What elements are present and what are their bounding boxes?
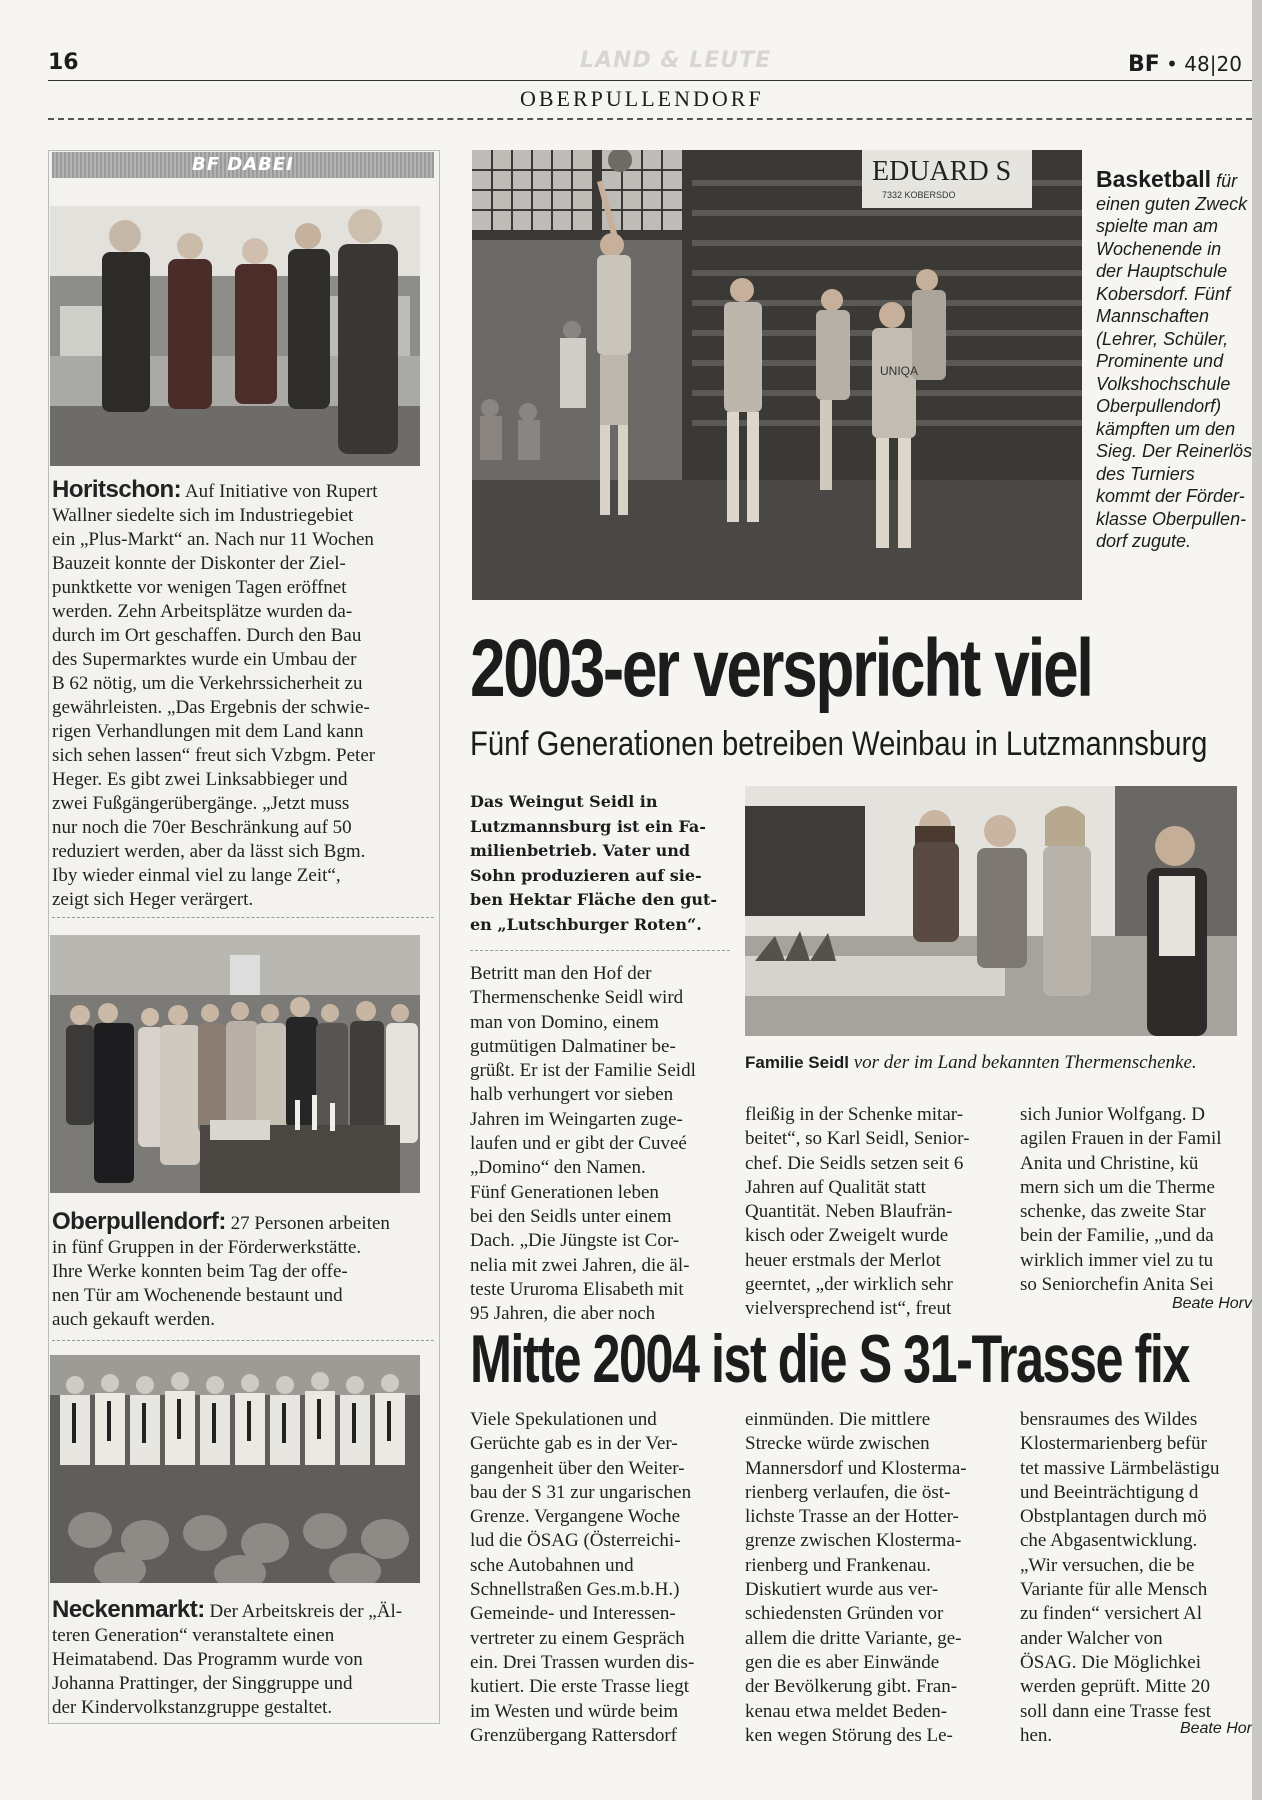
left-divider-2: [52, 1340, 434, 1341]
article1-intro: Das Weingut Seidl in Lutzmannsburg ist ein Fa- milienbetrieb. Vater und Sohn produzieren auf sie- ben Hektar Fläche den gut- en „Lutschburger Roten“.: [470, 792, 718, 934]
page-number: 16: [48, 50, 79, 75]
issue-number: • 48|20: [1166, 52, 1242, 76]
article1-col3: sich Junior Wolfgang. D agilen Frauen in der Famil Anita und Christine, kü mern sich um die Therme schenke, das zweite Star bein der Familie, „und da wirklich immer viel zu tu so Seniorchefin Anita Sei: [1020, 1104, 1222, 1296]
article1-col2: fleißig in der Schenke mitar- beitet“, so Karl Seidl, Senior- chef. Die Seidls setzen seit 6 Jahren auf Qualität statt Quantität. Neben Blaufrän- kisch oder Zweigelt wurde heuer erstmals der Merlot geerntet, „der wirklich sehr vielversprechend ist“, freut: [745, 1104, 970, 1320]
basketball-photo: [472, 150, 1082, 600]
caption-lead-basketball: Basketball: [1096, 166, 1212, 192]
headline-s31: Mitte 2004 ist die S 31-Trasse fix: [470, 1321, 1189, 1397]
page-edge: [1252, 0, 1262, 1800]
left-divider-1: [52, 917, 434, 918]
place-oberpullendorf: Oberpullendorf:: [52, 1208, 226, 1235]
headline-2003: 2003-er verspricht viel: [470, 623, 1092, 714]
horitschon-photo: [50, 206, 420, 466]
seidl-family-photo: [745, 786, 1237, 1036]
masthead: [1128, 52, 1242, 77]
hall-sign: EDUARD S: [872, 156, 1012, 187]
horitschon-article: Horitschon: Auf Initiative von Rupert Wallner siedelte sich im Industriegebiet ein „Plus-Markt“ an. Nach nur 11 Wochen Bauzeit konnte der Diskonter der Ziel- punktkette vor wenigen Tagen eröffnet werden. Zehn Arbeitsplätze wurden da- durch im Ort geschaffen. Durch den Bau des Supermarktes wurde ein Umbau der B 62 nötig, um die Verkehrssicherheit zu gewährleisten. „Das Ergebnis der schwie- rigen Verhandlungen mit dem Land kann sich sehen lassen“ freut sich Vzbgm. Peter Heger. Es gibt zwei Linksabbieger und zwei Fußgängerübergänge. „Jetzt muss nur noch die 70er Beschränkung auf 50 reduziert werden, aber da lässt sich Bgm. Iby wieder einmal viel zu lange Zeit“, zeigt sich Heger verärgert.: [52, 476, 378, 910]
seidl-caption: Familie Seidl vor der im Land bekannten Thermenschenke.: [745, 1052, 1197, 1073]
header-divider: [48, 118, 1252, 120]
article1-col1: Betritt man den Hof der Thermenschenke Seidl wird man von Domino, einem gutmütigen Dalmatiner be- grüßt. Er ist der Familie Seidl halb verhungert vor sieben Jahren im Weingarten zuge- laufen und er gibt der Cuveé „Domino“ den Namen. Fünf Generationen leben bei den Seidls unter einem Dach. „Die Jüngste ist Cor- nelia mit zwei Jahren, die äl- teste Ururoma Elisabeth mit 95 Jahren, die aber noch: [470, 963, 696, 1325]
article2-col2: einmünden. Die mittlere Strecke würde zwischen Mannersdorf und Klosterma- rienberg verlaufen, die öst- lichste Trasse an der Hotter- grenze zwischen Klosterma- rienberg und Frankenau. Diskutiert wurde aus ver- schiedensten Gründen vor allem die dritte Variante, ge- gen die es aber Einwände der Bevölkerung gibt. Fran- kenau etwa meldet Beden- ken wegen Störung des Le-: [745, 1409, 967, 1746]
header-rule: [48, 80, 1260, 81]
place-neckenmarkt: Neckenmarkt:: [52, 1596, 205, 1623]
article1-byline: Beate Horv: [1171, 1295, 1252, 1312]
subheadline-weinbau: Fünf Generationen betreiben Weinbau in Lutzmannsburg: [470, 725, 1208, 763]
article2-byline: Beate Hor: [1179, 1720, 1252, 1737]
region-title: OBERPULLENDORF: [520, 86, 764, 111]
oberpullendorf-article: Oberpullendorf: 27 Personen arbeiten in fünf Gruppen in der Förderwerkstätte. Ihre Werke konnten beim Tag der offe- nen Tür am Wochenende bestaunt und auch gekauft werden.: [52, 1208, 390, 1330]
oberpullendorf-photo: [50, 935, 420, 1193]
bf-dabei-label: BF DABEI: [52, 152, 434, 178]
caption-lead-seidl: Familie Seidl: [745, 1053, 849, 1072]
basketball-caption: Basketball für einen guten Zweck spielte man am Wochenende in der Hauptschule Kobersdorf. Fünf Mannschaften (Lehrer, Schüler, Prominente und Volkshochschule Oberpullendorf) kämpften um den Sieg. Der Reinerlös des Turniers kommt der Förder- klasse Oberpullen- dorf zugute.: [1096, 166, 1253, 551]
place-horitschon: Horitschon:: [52, 476, 182, 503]
hall-sign-sub: 7332 KOBERSDO: [882, 190, 956, 200]
jersey-text: UNIQA: [880, 364, 919, 378]
neckenmarkt-article: Neckenmarkt: Der Arbeitskreis der „Äl- teren Generation“ veranstaltete einen Heimatabend. Das Programm wurde von Johanna Prattinger, der Singgruppe und der Kindervolkstanzgruppe gestaltet.: [52, 1596, 403, 1718]
article2-col1: Viele Spekulationen und Gerüchte gab es in der Ver- gangenheit über den Weiter- bau der S 31 zur ungarischen Grenze. Vergangene Woche lud die ÖSAG (Österreichi- sche Autobahnen und Schnellstraßen Ges.m.b.H.) Gemeinde- und Interessen- vertreter zu einem Gespräch ein. Drei Trassen wurden dis- kutiert. Die erste Trasse liegt im Westen und würde beim Grenzübergang Rattersdorf: [470, 1409, 695, 1746]
section-title: LAND & LEUTE: [580, 48, 772, 73]
masthead-logo: BF: [1128, 52, 1160, 77]
article2-col3: bensraumes des Wildes Klostermarienberg befür tet massive Lärmbelästigu und Beeinträchtigung d Obstplantagen durch mö che Abgasentwicklung. „Wir versuchen, die be Variante für alle Mensch zu finden“ versichert Al ander Walcher von ÖSAG. Die Möglichkei werden geprüft. Mitte 20 soll dann eine Trasse fest hen.: [1020, 1409, 1220, 1746]
intro-divider: [470, 950, 730, 951]
neckenmarkt-photo: [50, 1355, 420, 1583]
